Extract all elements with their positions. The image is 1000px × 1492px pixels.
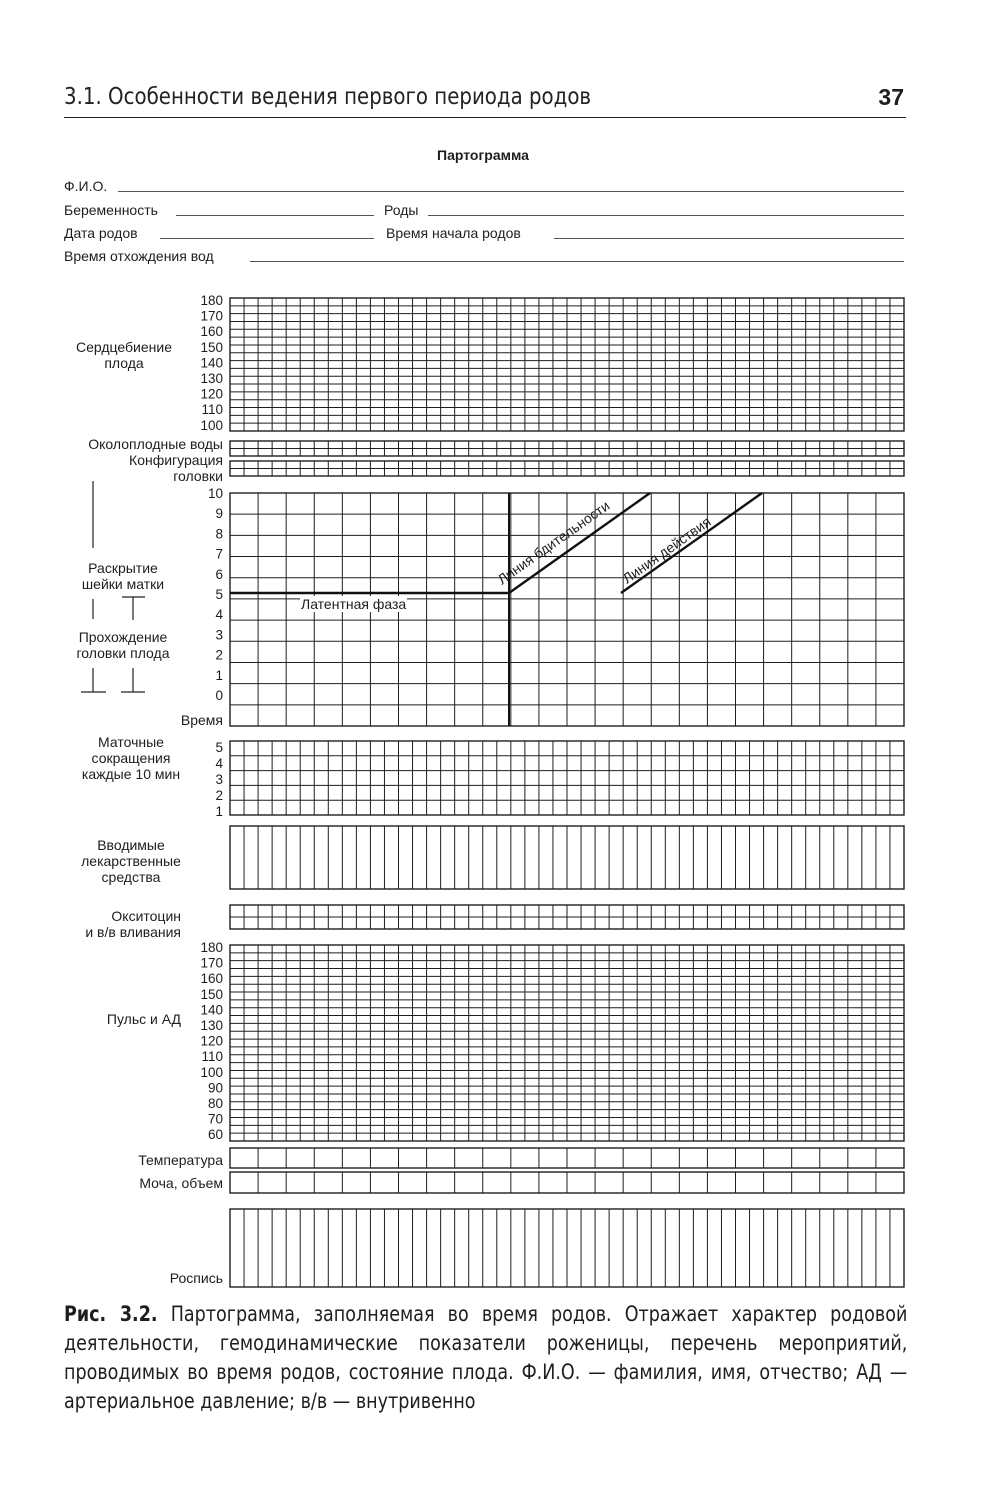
water-break-label: Время отхождения вод: [64, 248, 214, 264]
urine-grid: [230, 1172, 904, 1193]
fetal-hr-label: Сердцебиение плода: [76, 339, 172, 371]
contractions-label: Маточные сокращения каждые 10 мин: [81, 734, 181, 782]
dilation-tick: 5: [215, 587, 223, 602]
fetal-hr-tick: 160: [200, 324, 223, 340]
dilation-tick: 6: [215, 566, 223, 582]
head-descent-label: Прохождение головки плода: [76, 629, 170, 661]
pulse-bp-label: Пульс и АД: [106, 1011, 181, 1027]
pulse-bp-tick: 160: [200, 971, 223, 987]
pulse-bp-tick: 90: [207, 1080, 223, 1096]
latent-phase-label: Латентная фаза: [301, 596, 407, 612]
pulse-bp-tick: 60: [207, 1127, 223, 1143]
dilation-tick: 2: [215, 647, 223, 663]
amniotic-fluid-label: Околоплодные воды: [88, 436, 223, 452]
birth-date-label: Дата родов: [64, 225, 138, 241]
pulse-bp-tick: 70: [207, 1111, 223, 1127]
fetal-hr-tick: 130: [200, 371, 223, 386]
drugs-grid: [230, 826, 904, 889]
dilation-tick: 9: [215, 506, 223, 522]
oxytocin-grid: [230, 905, 904, 929]
time-label: Время: [180, 712, 223, 728]
signature-grid: [230, 1209, 904, 1287]
pulse-bp-tick: 150: [200, 986, 223, 1002]
fetal-hr-tick: 120: [200, 386, 223, 402]
pregnancy-label: Беременность: [64, 202, 158, 218]
section-title: 3.1. Особенности ведения первого периода родов: [64, 84, 592, 110]
caption-text: Партограмма, заполняемая во время родов. Отражает характер родовой деятельности, гемодинамические показатели роженицы, перечень мероприятий, проводимых во время родов, состояние плода. Ф.И.О. — фамилия, имя, отчество; АД — артериальное давление; в/в — внутривенно: [64, 1302, 908, 1413]
dilation-tick: 10: [207, 486, 223, 501]
fetal-heart-rate-grid: [230, 298, 904, 431]
urine-label: Моча, объем: [139, 1175, 223, 1191]
figure-number: Рис. 3.2.: [64, 1302, 158, 1326]
page-number: 37: [878, 84, 904, 110]
dilation-tick: 0: [215, 688, 223, 703]
pulse-bp-tick: 110: [201, 1049, 223, 1065]
dilation-tick: 3: [215, 627, 223, 643]
pulse-bp-tick: 130: [200, 1018, 223, 1033]
dilation-tick: 4: [215, 607, 223, 623]
temperature-label: Температура: [138, 1152, 223, 1168]
contractions-tick: 1: [215, 804, 223, 819]
alert-line-label: Линия бдительности: [494, 497, 613, 588]
fetal-hr-tick: 180: [200, 293, 223, 308]
fetal-hr-tick: 110: [201, 402, 223, 418]
fio-label: Ф.И.О.: [64, 178, 108, 194]
fetal-hr-tick: 150: [200, 339, 223, 355]
pulse-bp-grid: [230, 945, 904, 1141]
pulse-bp-tick: 80: [207, 1096, 223, 1111]
temperature-grid: [230, 1148, 904, 1168]
pulse-bp-tick: 100: [200, 1064, 223, 1080]
labor-start-label: Время начала родов: [386, 225, 521, 241]
pulse-bp-tick: 120: [200, 1033, 223, 1049]
contractions-tick: 5: [215, 740, 223, 755]
fetal-hr-tick: 100: [200, 417, 223, 433]
births-label: Роды: [384, 202, 419, 218]
contractions-tick: 4: [215, 756, 223, 771]
oxytocin-label: Окситоцин и в/в вливания: [85, 908, 181, 940]
pulse-bp-tick: 180: [200, 940, 223, 955]
pulse-bp-tick: 140: [200, 1002, 223, 1018]
pulse-bp-tick: 170: [200, 955, 223, 971]
dilation-tick: 8: [215, 526, 223, 542]
amniotic-fluid-grid: [230, 441, 904, 456]
drugs-label: Вводимые лекарственные средства: [81, 837, 181, 885]
dilation-tick: 1: [215, 667, 223, 683]
fetal-hr-tick: 170: [200, 308, 223, 324]
signature-label: Роспись: [169, 1270, 223, 1286]
head-molding-grid: [230, 461, 904, 476]
form-title: Партограмма: [437, 147, 529, 163]
contractions-tick: 2: [215, 788, 223, 803]
contractions-tick: 3: [215, 772, 223, 787]
molding-label: Конфигурация головки: [129, 452, 223, 484]
cervix-label: Раскрытие шейки матки: [81, 560, 165, 592]
dilation-tick: 7: [215, 546, 223, 562]
contractions-grid: [230, 741, 904, 815]
action-line-label: Линия действия: [619, 513, 714, 587]
figure-caption: [64, 1300, 907, 1416]
fetal-hr-tick: 140: [200, 355, 223, 371]
